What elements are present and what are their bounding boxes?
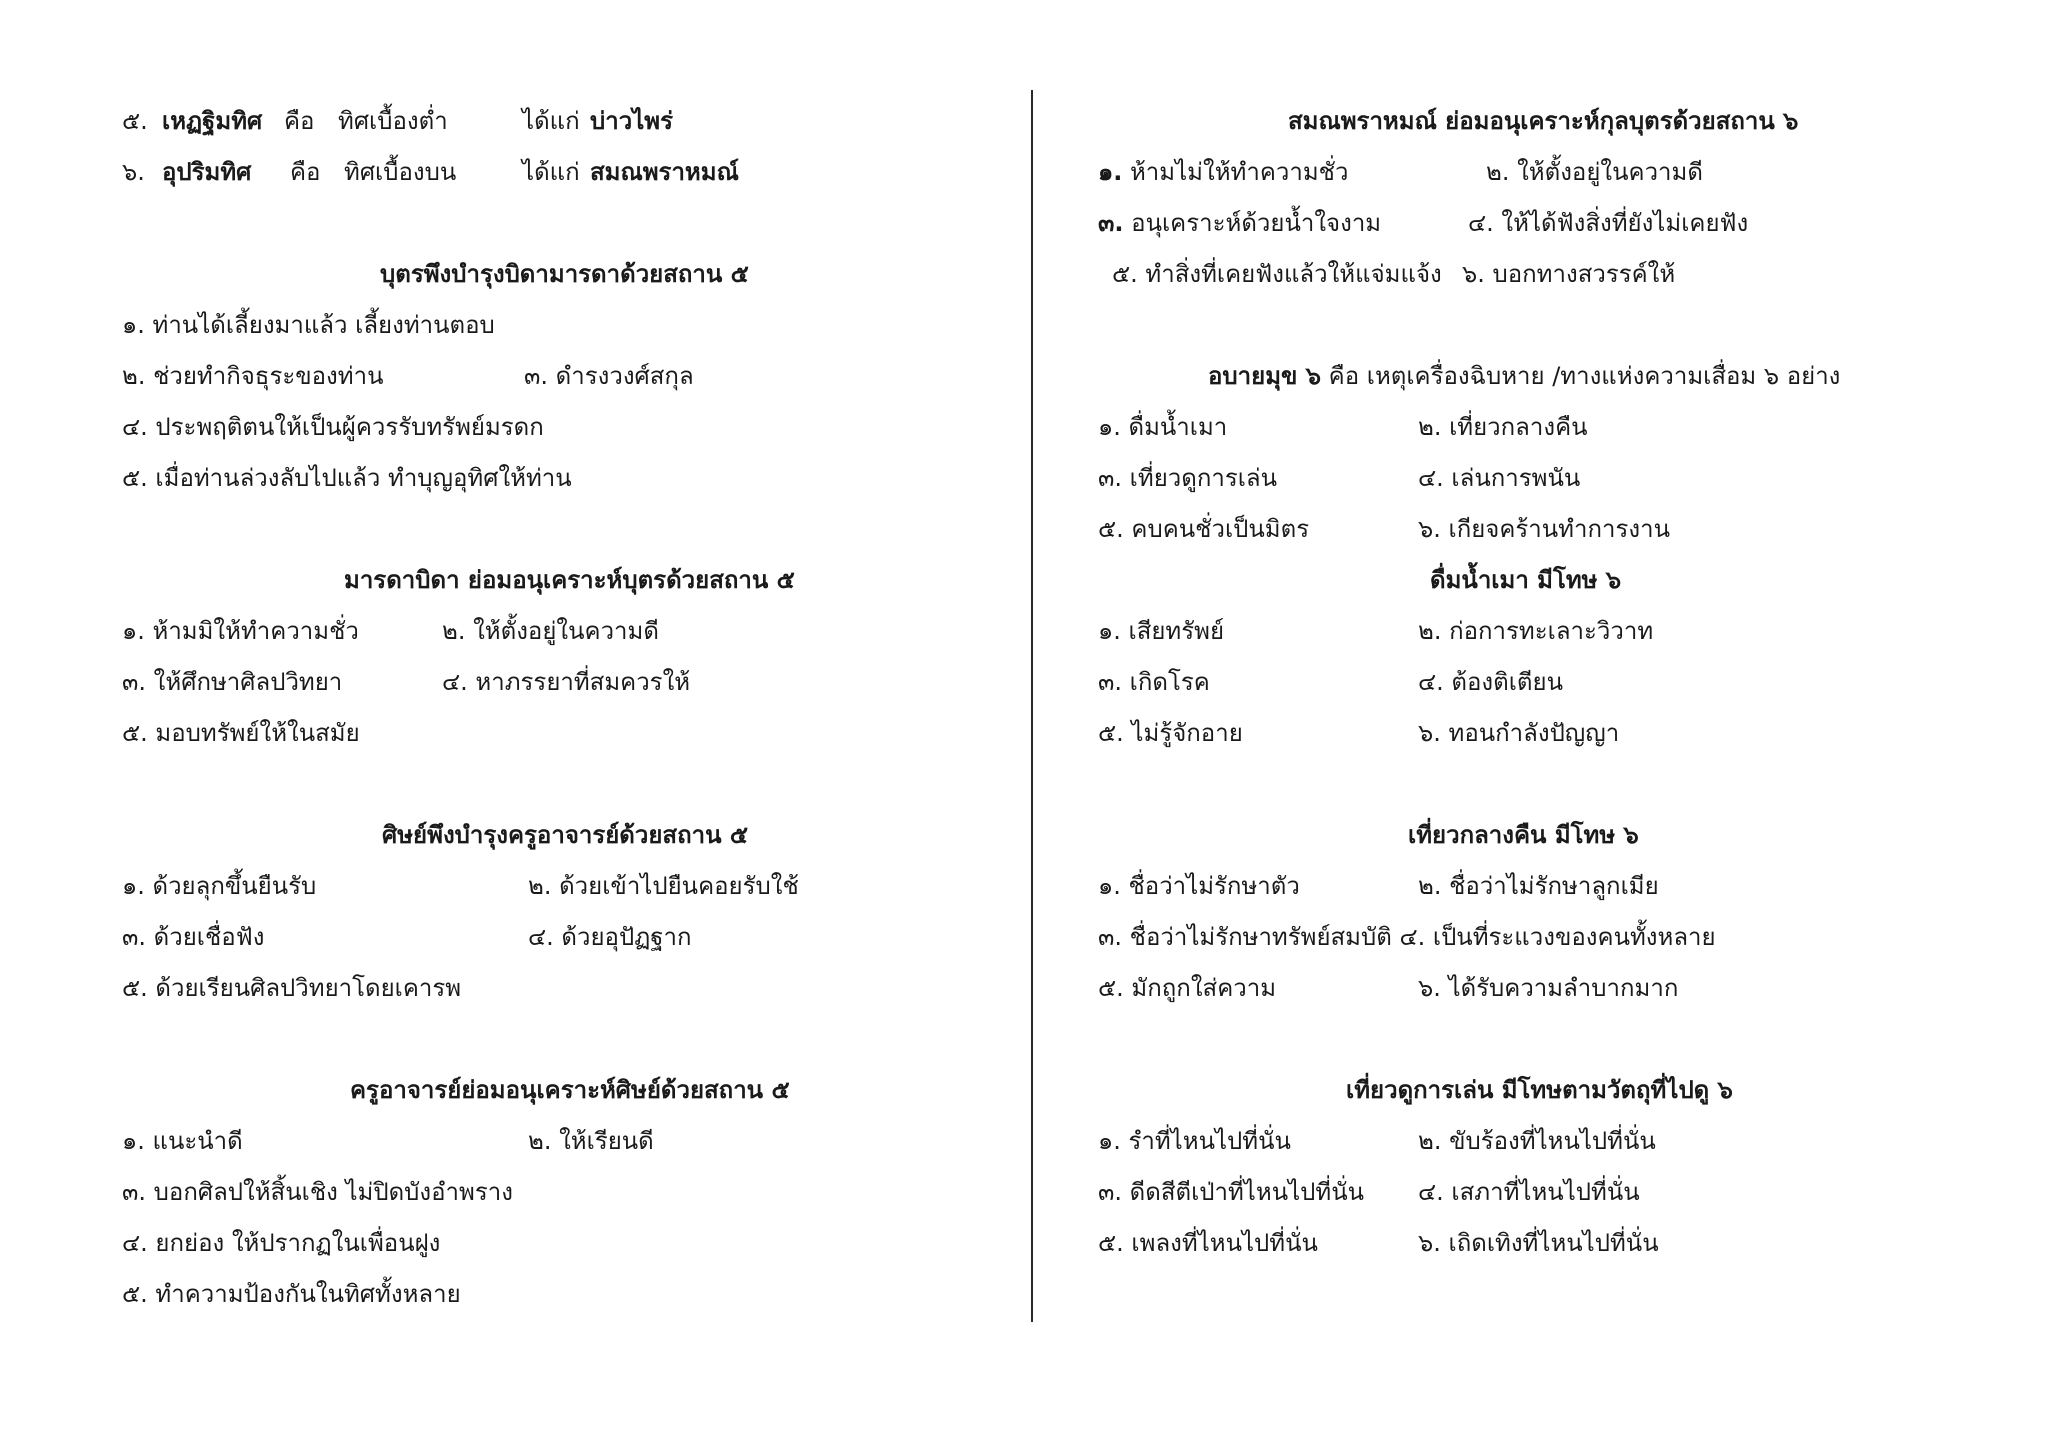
list-item: ๑. ด้วยลุกขึ้นยืนรับ [122,872,317,900]
list-item: ๑. ห้ามมิให้ทำความชั่ว [122,617,359,645]
list-item-pair [122,1116,982,1167]
list-item-pair [1098,1116,1928,1167]
list-item: ๓. ดีดสีตีเป่าที่ไหนไปที่นั่น [1098,1178,1365,1206]
list-item-pair [122,861,982,912]
list-item: ๔. ด้วยอุปัฏฐาก [528,923,692,951]
list-item: ๔. ประพฤติตนให้เป็นผู้ควรรับทรัพย์มรดก [122,413,544,441]
list-item: ๕. ทำสิ่งที่เคยฟังแล้วให้แจ่มแจ้ง [1112,260,1442,288]
list-item: ๒. ด้วยเข้าไปยืนคอยรับใช้ [528,872,799,900]
list-item: ๓. ชื่อว่าไม่รักษาทรัพย์สมบัติ ๔. เป็นที่ระแวงของคนทั้งหลาย [1098,923,1716,951]
direction-desc: ทิศเบื้องต่ำ [338,107,448,135]
list-item: ๑. แนะนำดี [122,1127,243,1155]
list-item: ๒. ให้ตั้งอยู่ในความดี [1486,158,1703,186]
left-column [122,96,982,1320]
list-item-pair [1098,963,1928,1014]
list-item: ๔. หาภรรยาที่สมควรให้ [442,668,691,696]
list-item: ๒. ให้เรียนดี [528,1127,654,1155]
direction-is: คือ [290,158,321,186]
section-heading: ศิษย์พึงบำรุงครูอาจารย์ด้วยสถาน ๕ [382,821,749,849]
list-item: ๒. ชื่อว่าไม่รักษาลูกเมีย [1418,872,1659,900]
list-item: ๑. ชื่อว่าไม่รักษาตัว [1098,872,1300,900]
list-item: ๕. ทำความป้องกันในทิศทั้งหลาย [122,1280,461,1308]
right-column [1098,96,1928,1269]
list-item: ๒. ให้ตั้งอยู่ในความดี [442,617,659,645]
list-item: ๒. ช่วยทำกิจธุระของท่าน [122,362,384,390]
list-item-pair [1098,249,1928,300]
item-number: ๖. [122,158,145,186]
list-item: ๑. รำที่ไหนไปที่นั่น [1098,1127,1291,1155]
list-item: ๒. ขับร้องที่ไหนไปที่นั่น [1418,1127,1656,1155]
section-heading: บุตรพึงบำรุงบิดามารดาด้วยสถาน ๕ [380,260,749,288]
list-item: ๕. ด้วยเรียนศิลปวิทยาโดยเคารพ [122,974,462,1002]
list-item-pair [1098,402,1928,453]
list-item-pair [1098,657,1928,708]
list-item: ๖. ได้รับความลำบากมาก [1418,974,1679,1002]
list-item: ๓. เกิดโรค [1098,668,1210,696]
direction-item [122,96,982,147]
list-item-pair [122,912,982,963]
direction-who: บ่าวไพร่ [590,107,673,135]
section-heading: ดื่มน้ำเมา มีโทษ ๖ [1430,566,1622,594]
list-item: ๑. ดื่มน้ำเมา [1098,413,1228,441]
list-item: ๕. มอบทรัพย์ให้ในสมัย [122,719,360,747]
list-item-pair [1098,708,1928,759]
list-item: ๓. ด้วยเชื่อฟัง [122,923,265,951]
list-item-pair [1098,147,1928,198]
list-item: ๕. เพลงที่ไหนไปที่นั่น [1098,1229,1318,1257]
direction-item [122,147,982,198]
list-item-pair [1098,504,1928,555]
direction-desc: ทิศเบื้องบน [344,158,457,186]
list-item: ๔. เสภาที่ไหนไปที่นั่น [1418,1178,1640,1206]
list-item: ๓. ให้ศึกษาศิลปวิทยา [122,668,343,696]
column-divider [1031,90,1033,1322]
section-heading: สมณพราหมณ์ ย่อมอนุเคราะห์กุลบุตรด้วยสถาน ๖ [1288,107,1799,135]
item-number: ๕. [122,107,148,135]
list-item: ๖. เถิดเทิงที่ไหนไปที่นั่น [1418,1229,1659,1257]
direction-who: สมณพราหมณ์ [590,158,739,186]
section-heading: มารดาบิดา ย่อมอนุเคราะห์บุตรด้วยสถาน ๕ [344,566,795,594]
list-item: ๓. ดำรงวงศ์สกุล [524,362,694,390]
list-item: ๖. บอกทางสวรรค์ให้ [1462,260,1676,288]
list-item-pair [1098,198,1928,249]
list-item-pair [1098,453,1928,504]
list-item: ๑. ห้ามไม่ให้ทำความชั่ว [1098,158,1349,186]
list-item-pair [122,657,982,708]
list-item: ๔. เล่นการพนัน [1418,464,1581,492]
list-item: ๑. เสียทรัพย์ [1098,617,1224,645]
direction-is: คือ [284,107,315,135]
list-item-pair [122,606,982,657]
direction-name: เหฏฐิมทิศ [162,107,263,135]
direction-means: ได้แก่ [522,107,580,135]
list-item: ๔. ต้องติเตียน [1418,668,1563,696]
list-item: ๖. ทอนกำลังปัญญา [1418,719,1620,747]
section-heading: เที่ยวดูการเล่น มีโทษตามวัตถุที่ไปดู ๖ [1346,1076,1733,1104]
direction-means: ได้แก่ [522,158,580,186]
list-item-pair [1098,861,1928,912]
list-item: ๔. ให้ได้ฟังสิ่งที่ยังไม่เคยฟัง [1468,209,1749,237]
list-item: ๒. เที่ยวกลางคืน [1418,413,1588,441]
list-item-pair [1098,1167,1928,1218]
list-item-pair [1098,606,1928,657]
list-item: ๔. ยกย่อง ให้ปรากฏในเพื่อนฝูง [122,1229,441,1257]
list-item: ๓. เที่ยวดูการเล่น [1098,464,1278,492]
list-item-pair [122,351,982,402]
list-item: ๕. มักถูกใส่ความ [1098,974,1277,1002]
list-item: ๖. เกียจคร้านทำการงาน [1418,515,1670,543]
list-item: ๕. ไม่รู้จักอาย [1098,719,1243,747]
direction-name: อุปริมทิศ [162,158,252,186]
list-item: ๓. อนุเคราะห์ด้วยน้ำใจงาม [1098,209,1382,237]
section-heading: อบายมุข ๖ คือ เหตุเครื่องฉิบหาย /ทางแห่งความเสื่อม ๖ อย่าง [1208,362,1841,390]
list-item: ๑. ท่านได้เลี้ยงมาแล้ว เลี้ยงท่านตอบ [122,311,495,339]
list-item: ๓. บอกศิลปให้สิ้นเชิง ไม่ปิดบังอำพราง [122,1178,513,1206]
list-item: ๕. คบคนชั่วเป็นมิตร [1098,515,1310,543]
list-item-pair [1098,1218,1928,1269]
section-heading: ครูอาจารย์ย่อมอนุเคราะห์ศิษย์ด้วยสถาน ๕ [350,1076,790,1104]
section-heading: เที่ยวกลางคืน มีโทษ ๖ [1408,821,1639,849]
list-item: ๕. เมื่อท่านล่วงลับไปแล้ว ทำบุญอุทิศให้ท่าน [122,464,572,492]
list-item: ๒. ก่อการทะเลาะวิวาท [1418,617,1654,645]
